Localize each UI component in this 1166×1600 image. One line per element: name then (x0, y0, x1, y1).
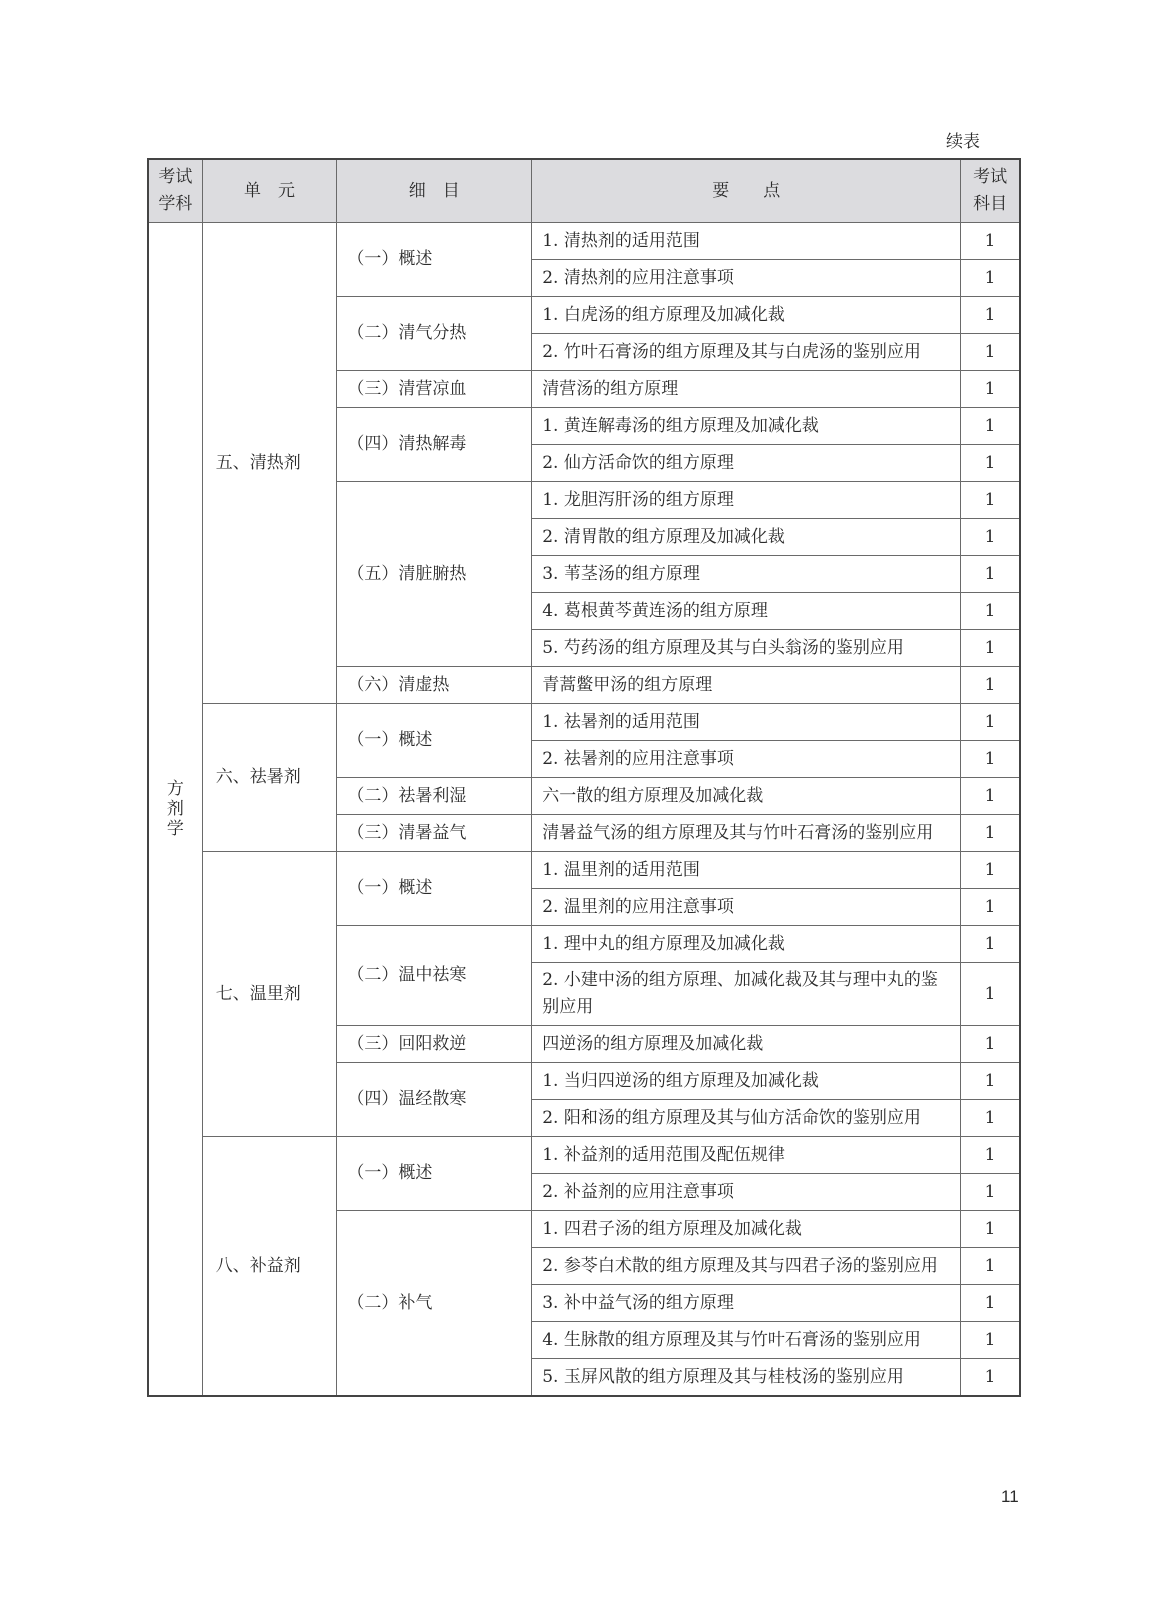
point-cell: 2. 竹叶石膏汤的组方原理及其与白虎汤的鉴别应用 (532, 334, 961, 371)
point-cell: 1. 祛暑剂的适用范围 (532, 704, 961, 741)
exam-subject-cell: 1 (961, 889, 1020, 926)
detail-cell: （五）清脏腑热 (337, 482, 532, 667)
detail-cell: （三）清营凉血 (337, 371, 532, 408)
point-cell: 1. 黄连解毒汤的组方原理及加减化裁 (532, 408, 961, 445)
point-cell: 5. 芍药汤的组方原理及其与白头翁汤的鉴别应用 (532, 630, 961, 667)
exam-subject-cell: 1 (961, 926, 1020, 963)
table-header-row (148, 159, 1020, 223)
exam-subject-cell: 1 (961, 260, 1020, 297)
page-number: 11 (1001, 1487, 1019, 1506)
exam-subject-cell: 1 (961, 815, 1020, 852)
point-cell: 1. 温里剂的适用范围 (532, 852, 961, 889)
subject-cell: 方剂学 (148, 223, 202, 1397)
point-cell: 1. 白虎汤的组方原理及加减化裁 (532, 297, 961, 334)
point-cell: 2. 阳和汤的组方原理及其与仙方活命饮的鉴别应用 (532, 1100, 961, 1137)
point-cell: 2. 小建中汤的组方原理、加减化裁及其与理中丸的鉴别应用 (532, 963, 961, 1026)
point-cell: 2. 参苓白术散的组方原理及其与四君子汤的鉴别应用 (532, 1248, 961, 1285)
exam-subject-cell: 1 (961, 1137, 1020, 1174)
point-cell: 2. 补益剂的应用注意事项 (532, 1174, 961, 1211)
header-unit: 单 元 (202, 159, 337, 223)
point-cell: 4. 生脉散的组方原理及其与竹叶石膏汤的鉴别应用 (532, 1322, 961, 1359)
point-cell: 1. 四君子汤的组方原理及加减化裁 (532, 1211, 961, 1248)
exam-subject-cell: 1 (961, 445, 1020, 482)
point-cell: 2. 温里剂的应用注意事项 (532, 889, 961, 926)
exam-subject-cell: 1 (961, 852, 1020, 889)
exam-subject-cell: 1 (961, 963, 1020, 1026)
exam-subject-cell: 1 (961, 1100, 1020, 1137)
unit-cell: 七、温里剂 (202, 852, 337, 1137)
exam-subject-cell: 1 (961, 741, 1020, 778)
exam-subject-cell: 1 (961, 1063, 1020, 1100)
detail-cell: （三）回阳救逆 (337, 1026, 532, 1063)
point-cell: 清暑益气汤的组方原理及其与竹叶石膏汤的鉴别应用 (532, 815, 961, 852)
point-cell: 5. 玉屏风散的组方原理及其与桂枝汤的鉴别应用 (532, 1359, 961, 1397)
unit-cell: 六、祛暑剂 (202, 704, 337, 852)
exam-subject-cell: 1 (961, 1359, 1020, 1397)
exam-subject-cell: 1 (961, 519, 1020, 556)
point-cell: 清营汤的组方原理 (532, 371, 961, 408)
exam-subject-cell: 1 (961, 556, 1020, 593)
exam-subject-cell: 1 (961, 482, 1020, 519)
point-cell: 青蒿鳖甲汤的组方原理 (532, 667, 961, 704)
point-cell: 六一散的组方原理及加减化裁 (532, 778, 961, 815)
detail-cell: （二）清气分热 (337, 297, 532, 371)
detail-cell: （一）概述 (337, 1137, 532, 1211)
exam-subject-cell: 1 (961, 334, 1020, 371)
exam-subject-cell: 1 (961, 593, 1020, 630)
point-cell: 2. 祛暑剂的应用注意事项 (532, 741, 961, 778)
detail-cell: （四）温经散寒 (337, 1063, 532, 1137)
detail-cell: （二）祛暑利湿 (337, 778, 532, 815)
exam-subject-cell: 1 (961, 704, 1020, 741)
unit-cell: 五、清热剂 (202, 223, 337, 704)
exam-subject-cell: 1 (961, 630, 1020, 667)
exam-subject-cell: 1 (961, 1211, 1020, 1248)
table-row (148, 704, 1020, 741)
exam-subject-cell: 1 (961, 1248, 1020, 1285)
header-points: 要 点 (532, 159, 961, 223)
header-detail: 细 目 (337, 159, 532, 223)
exam-subject-cell: 1 (961, 1322, 1020, 1359)
point-cell: 1. 理中丸的组方原理及加减化裁 (532, 926, 961, 963)
point-cell: 2. 仙方活命饮的组方原理 (532, 445, 961, 482)
exam-subject-cell: 1 (961, 371, 1020, 408)
header-subject: 考试学科 (148, 159, 202, 223)
continued-table-label: 续表 (946, 132, 980, 152)
table-row (148, 1137, 1020, 1174)
unit-cell: 八、补益剂 (202, 1137, 337, 1397)
point-cell: 1. 清热剂的适用范围 (532, 223, 961, 260)
exam-subject-cell: 1 (961, 223, 1020, 260)
header-exam: 考试科目 (961, 159, 1020, 223)
detail-cell: （一）概述 (337, 704, 532, 778)
point-cell: 2. 清热剂的应用注意事项 (532, 260, 961, 297)
point-cell: 四逆汤的组方原理及加减化裁 (532, 1026, 961, 1063)
point-cell: 2. 清胃散的组方原理及加减化裁 (532, 519, 961, 556)
detail-cell: （二）补气 (337, 1211, 532, 1397)
exam-subject-cell: 1 (961, 297, 1020, 334)
point-cell: 1. 龙胆泻肝汤的组方原理 (532, 482, 961, 519)
detail-cell: （一）概述 (337, 852, 532, 926)
detail-cell: （二）温中祛寒 (337, 926, 532, 1026)
detail-cell: （四）清热解毒 (337, 408, 532, 482)
table-row (148, 852, 1020, 889)
syllabus-table (147, 158, 1021, 1397)
detail-cell: （三）清暑益气 (337, 815, 532, 852)
exam-subject-cell: 1 (961, 778, 1020, 815)
point-cell: 3. 补中益气汤的组方原理 (532, 1285, 961, 1322)
point-cell: 4. 葛根黄芩黄连汤的组方原理 (532, 593, 961, 630)
detail-cell: （一）概述 (337, 223, 532, 297)
point-cell: 1. 补益剂的适用范围及配伍规律 (532, 1137, 961, 1174)
point-cell: 1. 当归四逆汤的组方原理及加减化裁 (532, 1063, 961, 1100)
point-cell: 3. 苇茎汤的组方原理 (532, 556, 961, 593)
exam-subject-cell: 1 (961, 1174, 1020, 1211)
exam-subject-cell: 1 (961, 1285, 1020, 1322)
exam-subject-cell: 1 (961, 1026, 1020, 1063)
exam-subject-cell: 1 (961, 408, 1020, 445)
table-row (148, 223, 1020, 260)
detail-cell: （六）清虚热 (337, 667, 532, 704)
exam-subject-cell: 1 (961, 667, 1020, 704)
